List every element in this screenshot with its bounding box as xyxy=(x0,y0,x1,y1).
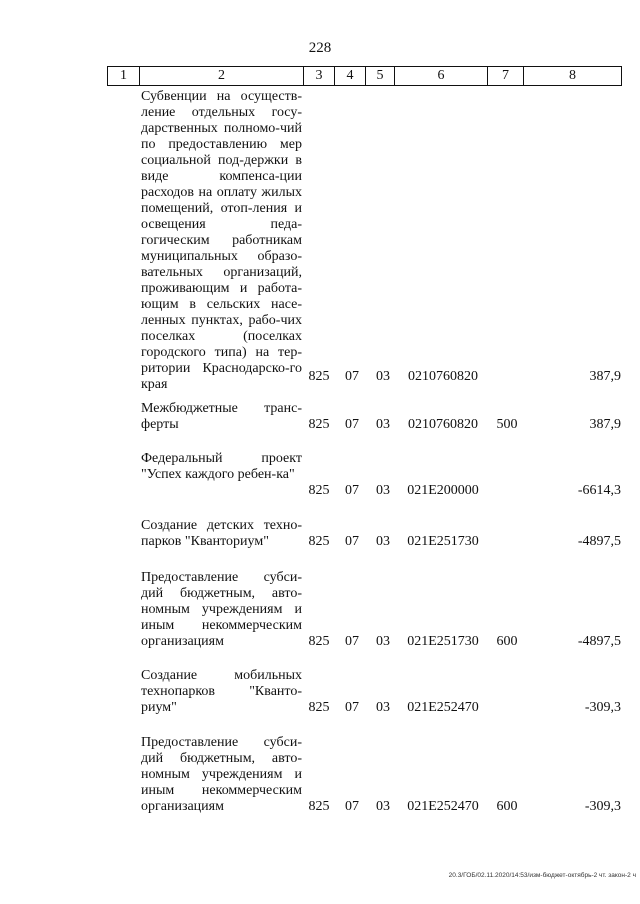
target-code: 021E252470 xyxy=(407,799,479,814)
ministry-code: 825 xyxy=(308,799,330,814)
table-row xyxy=(0,668,640,716)
amount: -4897,5 xyxy=(577,534,621,549)
page-number: 228 xyxy=(308,40,332,56)
row-name: Предоставление субси-дий бюджетным, авто-номным учреждениям и иным некоммерческим организациям xyxy=(141,735,302,814)
expense-type-code: 500 xyxy=(496,417,518,432)
section-code: 07 xyxy=(345,483,359,498)
column-header-3: 3 xyxy=(304,67,335,86)
target-code: 021E200000 xyxy=(407,483,479,498)
section-code: 07 xyxy=(345,534,359,549)
table-row xyxy=(0,735,640,815)
amount: -309,3 xyxy=(584,799,621,814)
section-code: 07 xyxy=(345,799,359,814)
ministry-code: 825 xyxy=(308,700,330,715)
table-row xyxy=(0,401,640,433)
row-name: Субвенции на осуществ-ление отдельных госу-дарственных полномо-чий по предоставлению мер социальной под-держки в виде компенса-ции расходов на оплату жилых помещений, отоп-ления и освещения педа-гогическим работникам муниципальных образо-вательных организаций, проживающим и работа-ющим в сельских насе-ленных пунктах, рабо-чих поселках (поселках городского типа) на тер-ритории Краснодарско-го края xyxy=(141,89,302,392)
amount: 387,9 xyxy=(589,417,621,432)
row-name: Межбюджетные транс-ферты xyxy=(141,401,302,432)
expense-type-code: 600 xyxy=(496,634,518,649)
column-header-8: 8 xyxy=(524,67,622,86)
amount: -6614,3 xyxy=(577,483,621,498)
ministry-code: 825 xyxy=(308,634,330,649)
column-header-1: 1 xyxy=(108,67,140,86)
subsection-code: 03 xyxy=(376,799,390,814)
row-name: Федеральный проект "Успех каждого ребен-ка" xyxy=(141,451,302,482)
column-header-7: 7 xyxy=(488,67,524,86)
column-header-4: 4 xyxy=(335,67,366,86)
table-row xyxy=(0,570,640,650)
amount: -309,3 xyxy=(584,700,621,715)
row-name: Создание детских техно-парков "Кванториум" xyxy=(141,518,302,549)
section-code: 07 xyxy=(345,369,359,384)
subsection-code: 03 xyxy=(376,700,390,715)
target-code: 021E251730 xyxy=(407,634,479,649)
column-header-2: 2 xyxy=(140,67,304,86)
ministry-code: 825 xyxy=(308,534,330,549)
column-header-row xyxy=(107,66,622,86)
amount: 387,9 xyxy=(589,369,621,384)
expense-type-code: 600 xyxy=(496,799,518,814)
section-code: 07 xyxy=(345,700,359,715)
ministry-code: 825 xyxy=(308,369,330,384)
row-name: Предоставление субси-дий бюджетным, авто-номным учреждениям и иным некоммерческим организациям xyxy=(141,570,302,649)
row-name: Создание мобильных технопарков "Кванто-риум" xyxy=(141,668,302,715)
amount: -4897,5 xyxy=(577,634,621,649)
target-code: 021E252470 xyxy=(407,700,479,715)
section-code: 07 xyxy=(345,417,359,432)
section-code: 07 xyxy=(345,634,359,649)
ministry-code: 825 xyxy=(308,417,330,432)
subsection-code: 03 xyxy=(376,634,390,649)
column-header-6: 6 xyxy=(395,67,488,86)
subsection-code: 03 xyxy=(376,369,390,384)
table-row xyxy=(0,518,640,550)
table-row xyxy=(0,451,640,499)
subsection-code: 03 xyxy=(376,534,390,549)
table-row xyxy=(0,89,640,392)
target-code: 0210760820 xyxy=(408,417,478,432)
ministry-code: 825 xyxy=(308,483,330,498)
target-code: 0210760820 xyxy=(408,369,478,384)
target-code: 021E251730 xyxy=(407,534,479,549)
column-header-5: 5 xyxy=(366,67,395,86)
document-footer: 20.3/ГОБ/02.11.2020/14:53/изм-бюджет-октябрь-2 чт. закон-2 ч xyxy=(448,872,636,879)
subsection-code: 03 xyxy=(376,417,390,432)
subsection-code: 03 xyxy=(376,483,390,498)
